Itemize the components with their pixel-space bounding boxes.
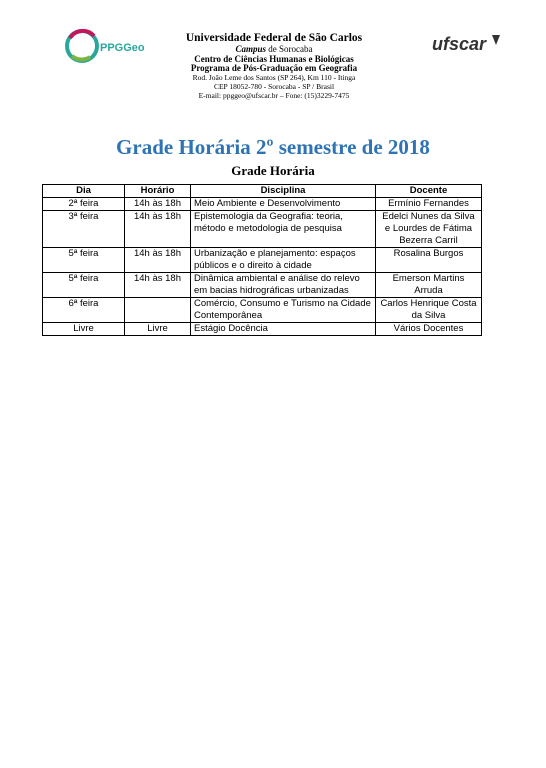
logo-arc-magenta xyxy=(70,31,94,38)
cell-docente: Carlos Henrique Costa da Silva xyxy=(376,298,482,323)
table-row xyxy=(43,298,482,323)
address-line-1: Rod. João Leme dos Santos (SP 264), Km 110 - Itinga xyxy=(192,73,356,83)
university-name: Universidade Federal de São Carlos xyxy=(185,32,363,44)
cell-disciplina: Meio Ambiente e Desenvolvimento xyxy=(191,198,376,211)
cell-dia: 5ª feira xyxy=(43,248,125,273)
programa-name: Programa de Pós-Graduação em Geografia xyxy=(190,63,358,74)
cell-docente: Emerson Martins Arruda xyxy=(376,273,482,298)
schedule-table xyxy=(42,184,482,336)
ppggeo-logo xyxy=(64,28,154,64)
contact-line: E-mail: ppggeo@ufscar.br – Fone: (15)3229-7475 xyxy=(198,90,350,100)
page-title: Grade Horária 2º semestre de 2018 xyxy=(116,135,430,159)
cell-horario: 14h às 18h xyxy=(125,248,191,273)
campus-name: de Sorocaba xyxy=(266,43,313,54)
cell-dia: 2ª feira xyxy=(43,198,125,211)
cell-horario xyxy=(125,298,191,323)
cell-dia: Livre xyxy=(43,323,125,336)
table-row xyxy=(43,198,482,211)
header-docente: Docente xyxy=(376,185,482,198)
cell-docente: Ermínio Fernandes xyxy=(376,198,482,211)
cell-disciplina: Dinâmica ambiental e análise do relevo em bacias hidrográficas urbanizadas xyxy=(191,273,376,298)
institution-header xyxy=(150,32,398,100)
table-row xyxy=(43,273,482,298)
header-horario: Horário xyxy=(125,185,191,198)
cell-dia: 5ª feira xyxy=(43,273,125,298)
table-header-row xyxy=(43,185,482,198)
cell-docente: Edelci Nunes da Silva e Lourdes de Fátima Bezerra Carril xyxy=(376,211,482,248)
ufscar-torch-icon xyxy=(492,35,500,45)
cell-dia: 6ª feira xyxy=(43,298,125,323)
cell-docente: Rosalina Burgos xyxy=(376,248,482,273)
address-line-2: CEP 18052-780 - Sorocaba - SP / Brasil xyxy=(213,81,335,91)
ppggeo-logo-text: PPGGeo xyxy=(100,42,145,54)
centro-name: Centro de Ciências Humanas e Biológicas xyxy=(194,53,354,64)
ufscar-logo xyxy=(432,31,504,55)
cell-disciplina: Urbanização e planejamento: espaços públicos e o direito à cidade xyxy=(191,248,376,273)
cell-horario: Livre xyxy=(125,323,191,336)
table-row xyxy=(43,211,482,248)
table-row xyxy=(43,248,482,273)
cell-dia: 3ª feira xyxy=(43,211,125,248)
cell-horario: 14h às 18h xyxy=(125,273,191,298)
cell-horario: 14h às 18h xyxy=(125,211,191,248)
header-dia: Dia xyxy=(43,185,125,198)
cell-horario: 14h às 18h xyxy=(125,198,191,211)
table-row xyxy=(43,323,482,336)
campus-word: Campus xyxy=(235,43,267,54)
cell-disciplina: Epistemologia da Geografia: teoria, método e metodologia de pesquisa xyxy=(191,211,376,248)
header-disciplina: Disciplina xyxy=(191,185,376,198)
page-subtitle: Grade Horária xyxy=(231,163,315,178)
ufscar-logo-text: ufscar xyxy=(432,34,487,54)
cell-docente: Vários Docentes xyxy=(376,323,482,336)
cell-disciplina: Comércio, Consumo e Turismo na Cidade Contemporânea xyxy=(191,298,376,323)
cell-disciplina: Estágio Docência xyxy=(191,323,376,336)
logo-arc-green xyxy=(72,56,90,60)
